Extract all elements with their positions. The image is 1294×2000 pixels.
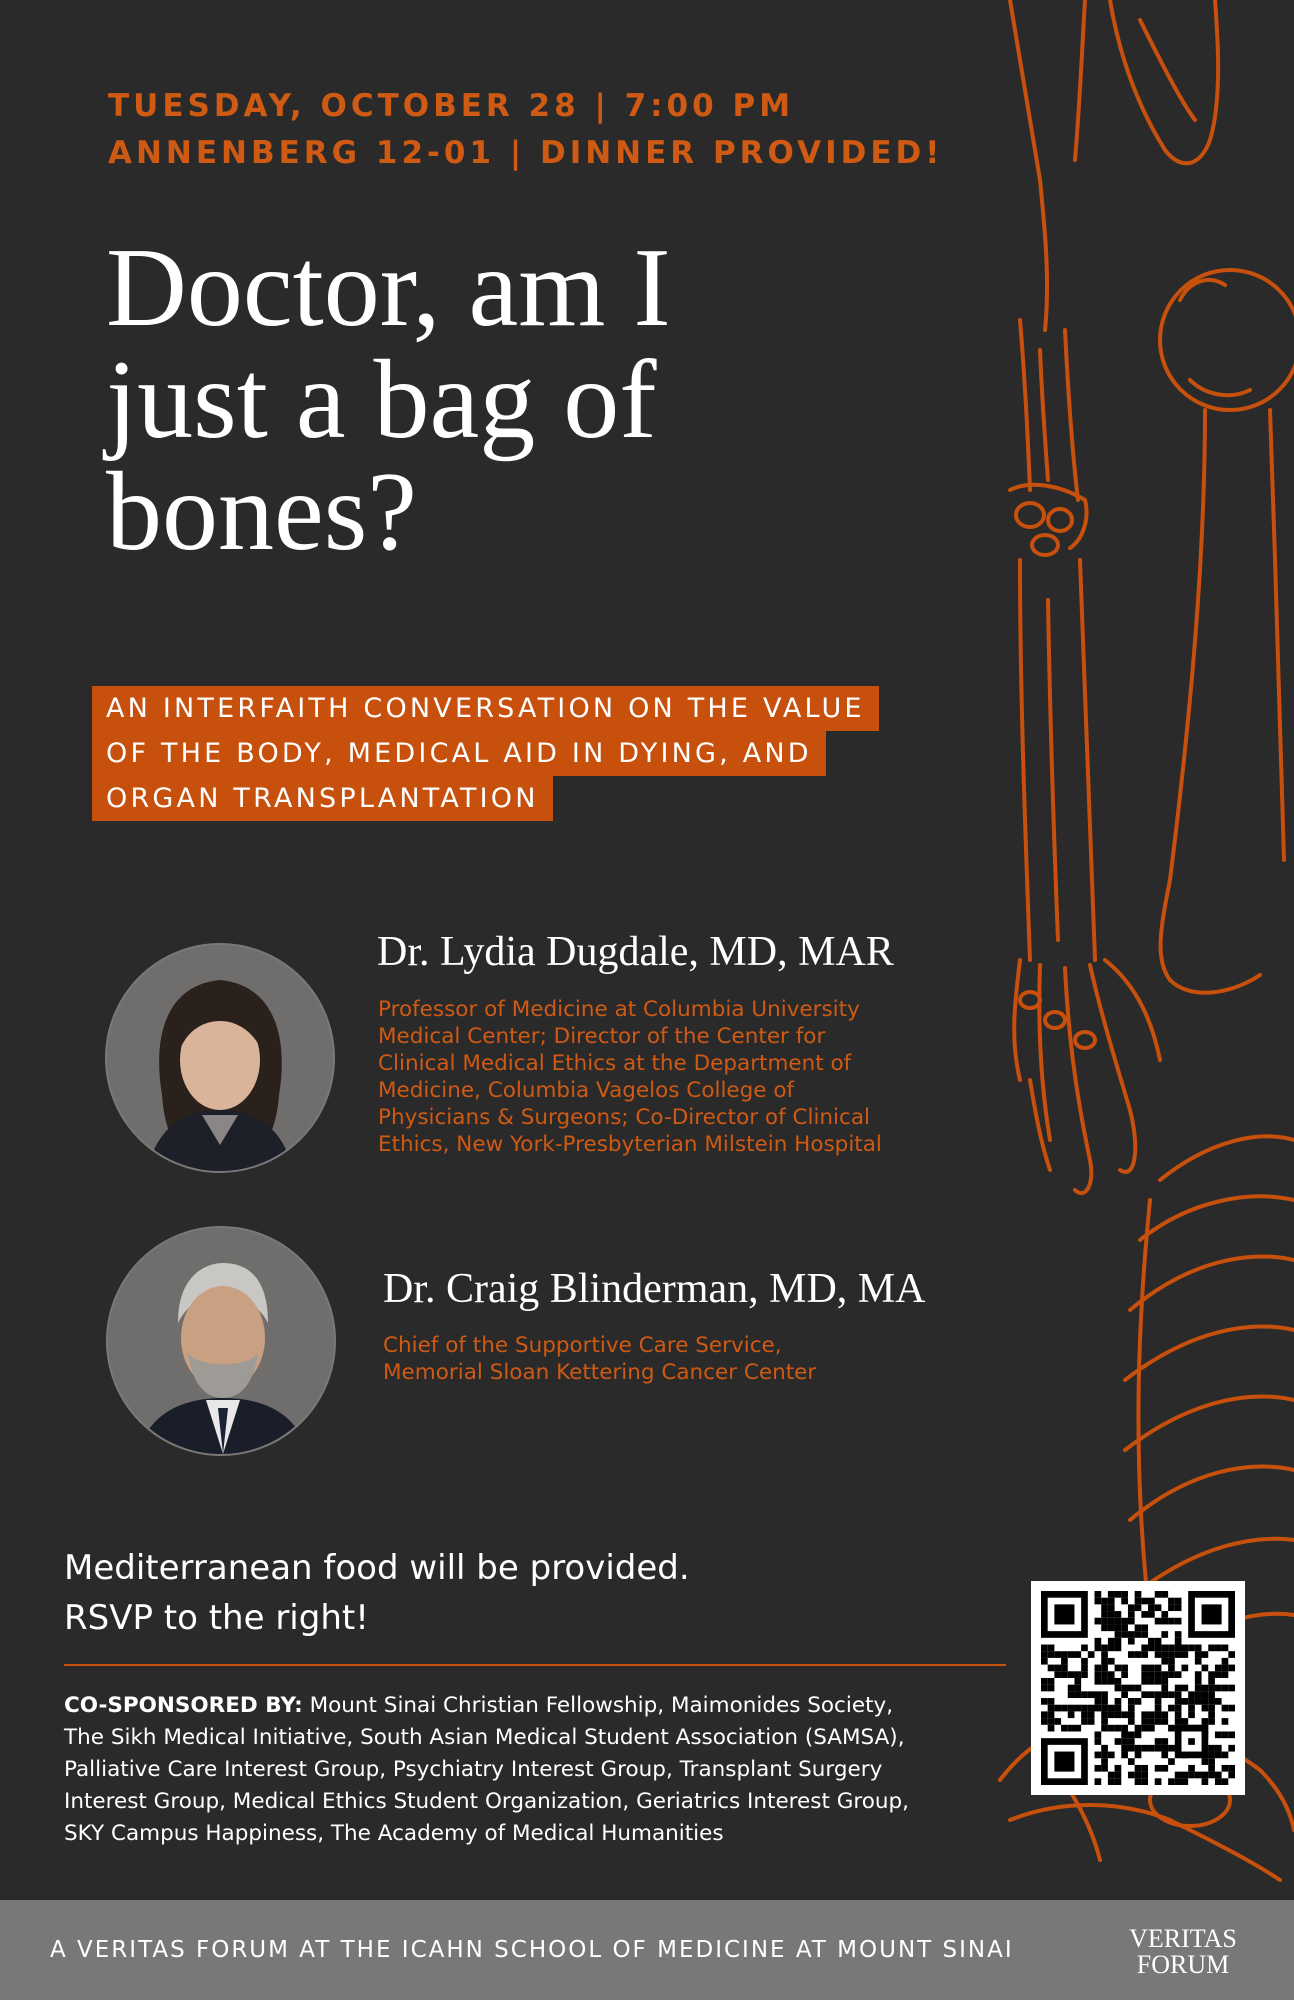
veritas-forum-logo <box>1108 1926 1258 1978</box>
cosponsor-line <box>64 1690 1014 1722</box>
bio-line: Chief of the Supportive Care Service, <box>383 1333 782 1358</box>
speaker-2-photo <box>106 1226 336 1456</box>
footer-text: A VERITAS FORUM AT THE ICAHN SCHOOL OF MEDICINE AT MOUNT SINAI <box>50 1937 1014 1963</box>
bio-line: Physicians & Surgeons; Co-Director of Clinical <box>378 1105 871 1130</box>
cosponsor-line: Palliative Care Interest Group, Psychiatry Interest Group, Transplant Surgery <box>64 1757 883 1782</box>
speaker-2-bio <box>383 1332 816 1386</box>
footer-bar <box>0 1900 1294 2000</box>
bio-line: Clinical Medical Ethics at the Department of <box>378 1051 852 1076</box>
subtitle-line: ORGAN TRANSPLANTATION <box>92 776 553 821</box>
speaker-1-bio <box>378 996 882 1158</box>
cosponsor-line: SKY Campus Happiness, The Academy of Medical Humanities <box>64 1821 724 1846</box>
man-portrait-icon <box>108 1228 334 1454</box>
bio-line: Memorial Sloan Kettering Cancer Center <box>383 1360 817 1385</box>
title-line: Doctor, am I <box>106 226 671 350</box>
rsvp-qr-code[interactable] <box>1031 1581 1245 1795</box>
subtitle-line: OF THE BODY, MEDICAL AID IN DYING, AND <box>92 731 826 776</box>
qr-code-icon[interactable] <box>1041 1591 1235 1785</box>
title-line: bones? <box>106 450 418 574</box>
speaker-2-name: Dr. Craig Blinderman, MD, MA <box>383 1266 926 1312</box>
cosponsor-line: The Sikh Medical Initiative, South Asian Medical Student Association (SAMSA), <box>64 1725 905 1750</box>
cosponsor-line: Interest Group, Medical Ethics Student Organization, Geriatrics Interest Group, <box>64 1789 910 1814</box>
bio-line: Medicine, Columbia Vagelos College of <box>378 1078 795 1103</box>
food-note-line: Mediterranean food will be provided. <box>64 1548 690 1588</box>
cosponsors-label: CO-SPONSORED BY: <box>64 1693 303 1718</box>
subtitle-line: AN INTERFAITH CONVERSATION ON THE VALUE <box>92 686 879 731</box>
cosponsors-list <box>64 1690 1014 1850</box>
event-location: ANNENBERG 12-01 | DINNER PROVIDED! <box>108 135 944 171</box>
speaker-1-photo <box>105 943 335 1173</box>
title-line: just a bag of <box>106 338 657 462</box>
event-date-time: TUESDAY, OCTOBER 28 | 7:00 PM <box>108 88 795 124</box>
bio-line: Professor of Medicine at Columbia University <box>378 997 860 1022</box>
bio-line: Medical Center; Director of the Center for <box>378 1024 826 1049</box>
rsvp-note-line: RSVP to the right! <box>64 1598 369 1638</box>
logo-line: FORUM <box>1136 1950 1230 1979</box>
poster-title <box>106 226 866 574</box>
bio-line: Ethics, New York-Presbyterian Milstein Hospital <box>378 1132 882 1157</box>
cosponsor-text: Mount Sinai Christian Fellowship, Maimonides Society, <box>302 1693 894 1718</box>
woman-portrait-icon <box>107 945 333 1171</box>
logo-line: VERITAS <box>1129 1924 1237 1953</box>
food-rsvp-note <box>64 1543 690 1643</box>
section-divider <box>64 1664 1006 1666</box>
subtitle-banner <box>92 686 879 821</box>
speaker-1-name: Dr. Lydia Dugdale, MD, MAR <box>377 929 894 975</box>
